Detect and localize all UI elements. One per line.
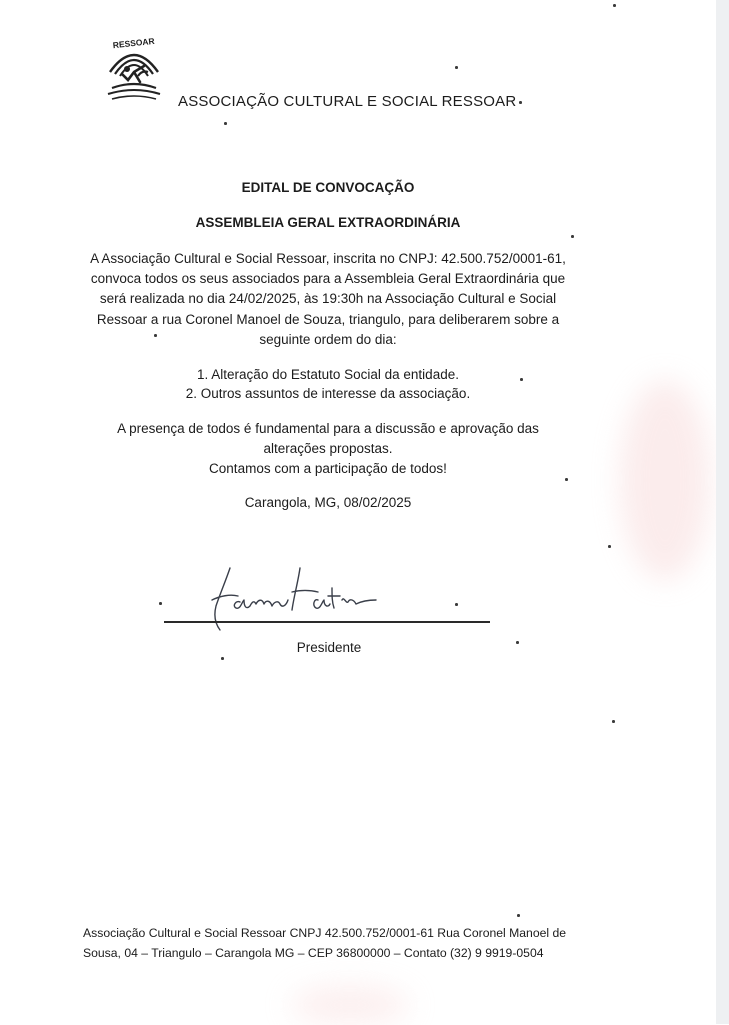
organization-name: ASSOCIAÇÃO CULTURAL E SOCIAL RESSOAR	[178, 93, 517, 110]
notice-title: EDITAL DE CONVOCAÇÃO	[241, 180, 415, 195]
body-line: A Associação Cultural e Social Ressoar, inscrita no CNPJ: 42.500.752/0001-61,	[90, 251, 566, 266]
closing-line: Contamos com a participação de todos!	[209, 461, 447, 477]
speckle	[455, 603, 458, 606]
agenda-list	[60, 366, 596, 403]
handwritten-signature	[200, 560, 380, 642]
page-edge	[716, 0, 729, 1024]
notice-body	[60, 249, 596, 350]
body-line: Ressoar a rua Coronel Manoel de Souza, triangulo, para deliberarem sobre a	[96, 311, 560, 327]
notice-subtitle: ASSEMBLEIA GERAL EXTRAORDINÁRIA	[195, 215, 461, 230]
speckle	[608, 545, 611, 548]
signature-role: Presidente	[296, 640, 362, 655]
speckle	[565, 478, 568, 481]
speckle	[455, 66, 458, 69]
speckle	[154, 334, 157, 337]
place-date: Carangola, MG, 08/02/2025	[244, 495, 412, 510]
agenda-item: 1. Alteração do Estatuto Social da entidade.	[197, 367, 459, 382]
speckle	[159, 602, 162, 605]
closing-text	[60, 419, 596, 480]
speckle	[520, 378, 523, 381]
speckle	[224, 122, 227, 125]
paper-stain	[620, 380, 710, 580]
footer-line: Sousa, 04 – Triangulo – Carangola MG – CEP 36800000 – Contato (32) 9 9919-0504	[83, 945, 544, 960]
signature-line	[164, 621, 490, 623]
body-line: convoca todos os seus associados para a Assembleia Geral Extraordinária que	[90, 271, 566, 287]
body-line: será realizada no dia 24/02/2025, às 19:30h na Associação Cultural e Social	[99, 291, 557, 307]
speckle	[519, 101, 522, 104]
speckle	[221, 657, 224, 660]
closing-line: A presença de todos é fundamental para a discussão e aprovação das	[117, 421, 539, 436]
closing-line: alterações propostas.	[263, 441, 393, 457]
speckle	[516, 641, 519, 644]
speckle	[517, 914, 520, 917]
logo-text: RESSOAR	[112, 36, 156, 51]
speckle	[613, 4, 616, 7]
speckle	[571, 235, 574, 238]
ressoar-logo	[104, 36, 164, 104]
document-footer	[83, 924, 603, 963]
speckle	[612, 720, 615, 723]
paper-stain	[290, 985, 410, 1025]
footer-line: Associação Cultural e Social Ressoar CNPJ 42.500.752/0001-61 Rua Coronel Manoel de	[83, 926, 567, 940]
body-line: seguinte ordem do dia:	[259, 331, 397, 347]
agenda-item: 2. Outros assuntos de interesse da associação.	[185, 385, 471, 401]
